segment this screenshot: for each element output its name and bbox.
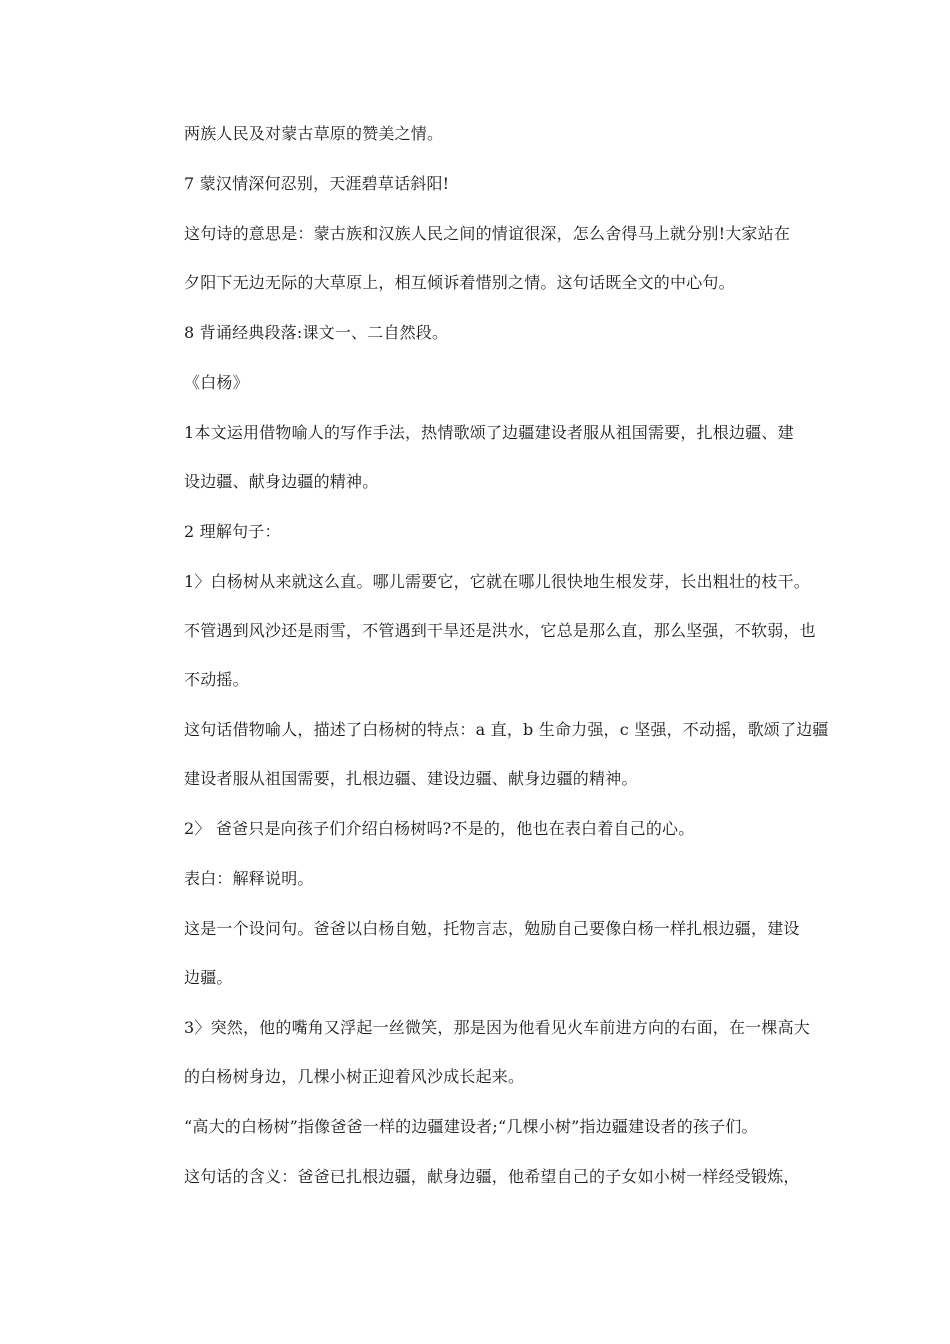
text-line: 3〉突然，他的嘴角又浮起一丝微笑，那是因为他看见火车前进方向的右面，在一棵高大 <box>184 1018 810 1037</box>
text-line: 表白：解释说明。 <box>184 869 314 888</box>
text-line: 1本文运用借物喻人的写作手法，热情歌颂了边疆建设者服从祖国需要，扎根边疆、建 <box>184 423 794 442</box>
text-line: 两族人民及对蒙古草原的赞美之情。 <box>184 124 444 143</box>
text-line: 这句诗的意思是：蒙古族和汉族人民之间的情谊很深，怎么舍得马上就分别!大家站在 <box>184 224 791 243</box>
text-line: 7 蒙汉情深何忍别，天涯碧草话斜阳! <box>184 174 450 193</box>
text-line: 边疆。 <box>184 968 233 987</box>
text-line: 不管遇到风沙还是雨雪，不管遇到干旱还是洪水，它总是那么直，那么坚强，不软弱，也 <box>184 621 816 640</box>
text-line: 夕阳下无边无际的大草原上，相互倾诉着惜别之情。这句话既全文的中心句。 <box>184 273 735 292</box>
text-line: 这句话的含义：爸爸已扎根边疆，献身边疆，他希望自己的子女如小树一样经受锻炼， <box>184 1167 800 1186</box>
text-line: “高大的白杨树”指像爸爸一样的边疆建设者;“几棵小树”指边疆建设者的孩子们。 <box>184 1117 758 1136</box>
text-line: 8 背诵经典段落:课文一、二自然段。 <box>184 323 449 342</box>
text-line: 不动摇。 <box>184 670 249 689</box>
section-heading: 《白杨》 <box>184 373 249 392</box>
text-line: 这是一个设问句。爸爸以白杨自勉，托物言志，勉励自己要像白杨一样扎根边疆，建设 <box>184 919 800 938</box>
text-line: 设边疆、献身边疆的精神。 <box>184 472 379 491</box>
text-line: 2〉 爸爸只是向孩子们介绍白杨树吗?不是的，他也在表白着自己的心。 <box>184 819 695 838</box>
text-line: 的白杨树身边，几棵小树正迎着风沙成长起来。 <box>184 1067 525 1086</box>
text-line: 2 理解句子： <box>184 522 281 541</box>
text-line: 这句话借物喻人，描述了白杨树的特点：a 直，b 生命力强，c 坚强，不动摇，歌颂了边疆 <box>184 720 829 739</box>
text-line: 1〉白杨树从来就这么直。哪儿需要它，它就在哪儿很快地生根发芽，长出粗壮的枝干。 <box>184 572 810 591</box>
text-line: 建设者服从祖国需要，扎根边疆、建设边疆、献身边疆的精神。 <box>184 769 638 788</box>
text-column <box>184 122 829 1189</box>
